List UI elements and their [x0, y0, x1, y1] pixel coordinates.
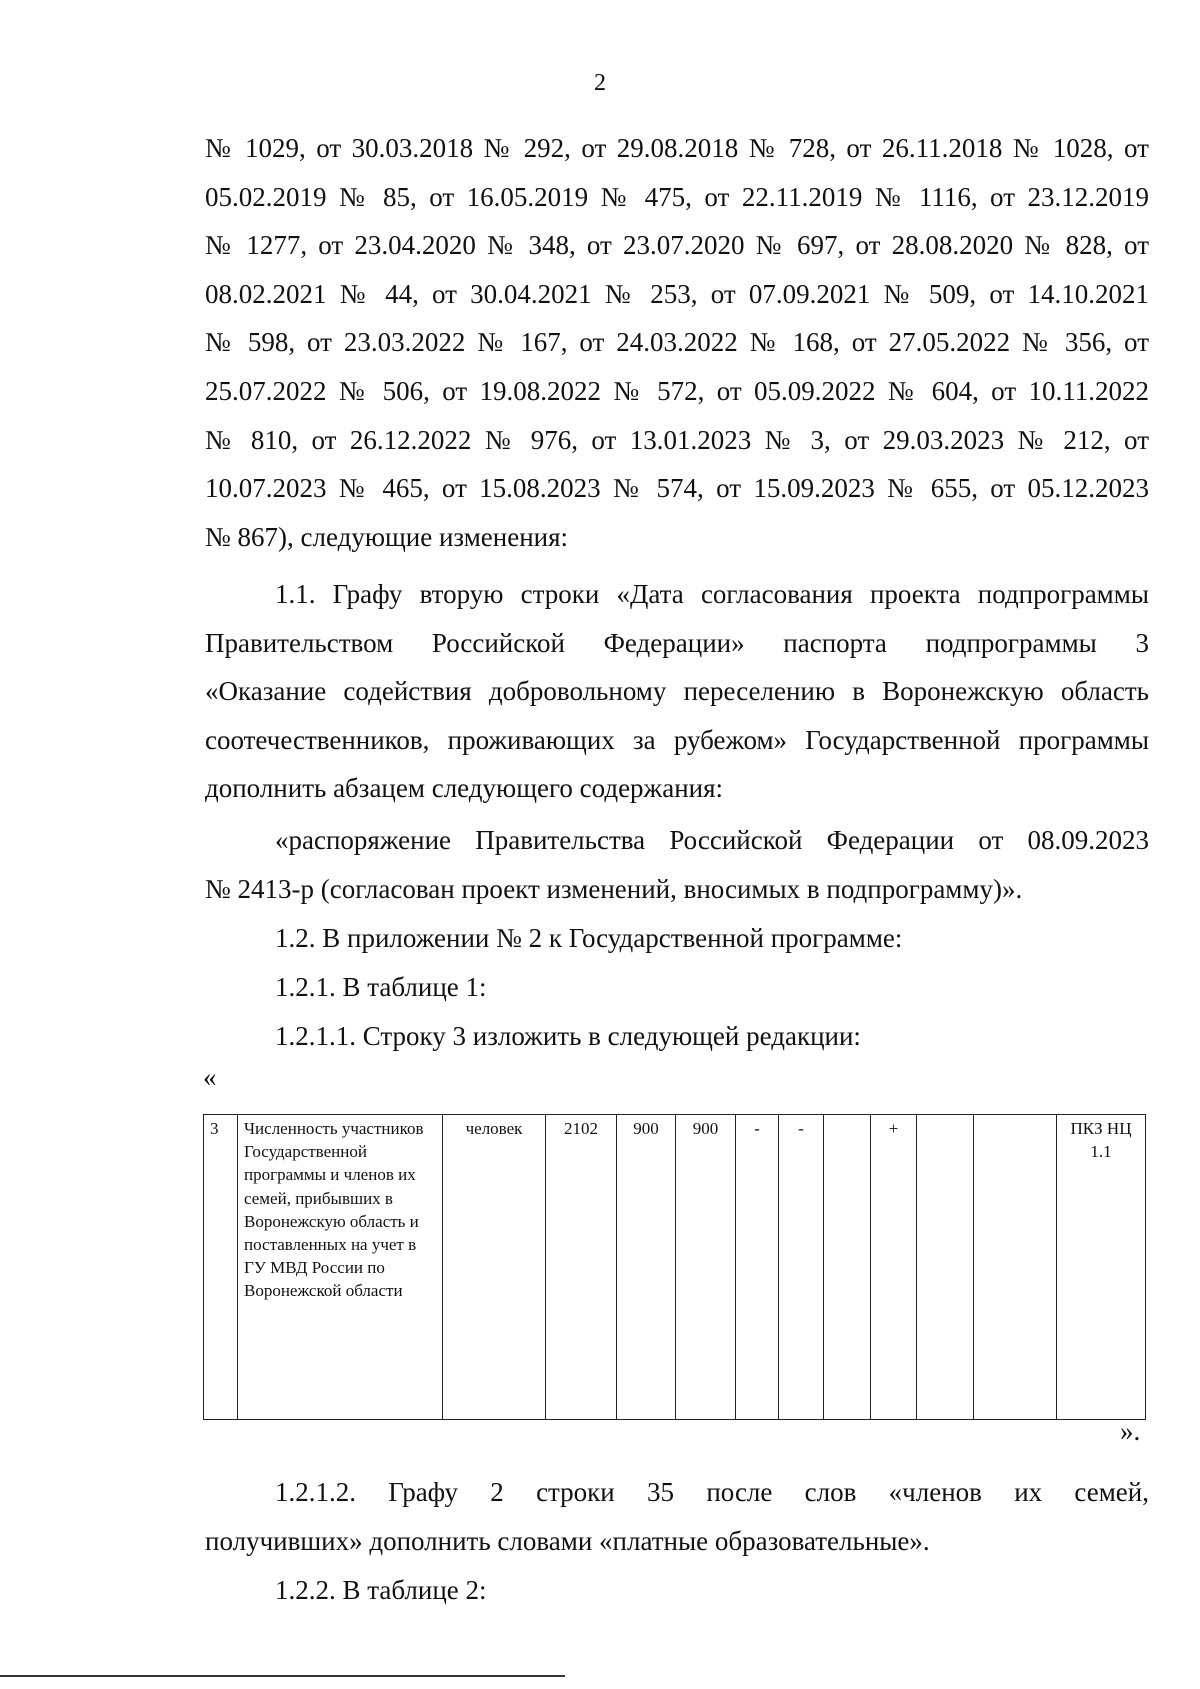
close-quote: ». [1120, 1416, 1141, 1446]
text-line: 1.1. Графу вторую строки «Дата согласования проекта подпрограммы [275, 579, 1149, 609]
text-line: 25.07.2022 № 506, от 19.08.2022 № 572, от 05.09.2022 № 604, от 10.11.2022 [205, 375, 1149, 406]
text-line: № 1277, от 23.04.2020 № 348, от 23.07.2020 № 697, от 28.08.2020 № 828, от [205, 230, 1149, 261]
cell-value: 900 [676, 1115, 736, 1420]
item-1-2-1-2 [205, 1468, 1149, 1565]
text-line: получивших» дополнить словами «платные образовательные». [205, 1525, 930, 1556]
text-line: «распоряжение Правительства Российской Федерации от 08.09.2023 [275, 825, 1149, 855]
item-1-2-2 [205, 1566, 1149, 1615]
text-line: № 2413-р (согласован проект изменений, вносимых в подпрограмму)». [205, 873, 1023, 904]
text-line: 1.2.1. В таблице 1: [275, 972, 487, 1002]
footer-rule [0, 1675, 565, 1677]
cell-value: 2102 [546, 1115, 617, 1420]
text-line: № 867), следующие изменения: [205, 521, 569, 552]
quoted-addition [205, 816, 1149, 913]
cell-value: - [736, 1115, 779, 1420]
cell-value [824, 1115, 871, 1420]
item-1-2 [205, 914, 1149, 963]
text-line: Правительством Российской Федерации» паспорта подпрограммы 3 [205, 627, 1149, 658]
cell-source: ПКЗ НЦ 1.1 [1057, 1115, 1146, 1420]
cell-value: + [871, 1115, 917, 1420]
item-1-2-1 [205, 963, 1149, 1012]
item-1-2-1-1 [205, 1012, 1149, 1061]
open-quote: « [203, 1062, 217, 1092]
text-line: № 1029, от 30.03.2018 № 292, от 29.08.2018 № 728, от 26.11.2018 № 1028, от [205, 133, 1149, 163]
text-line: 1.2.1.2. Графу 2 строки 35 после слов «членов их семей, [275, 1477, 1149, 1507]
cell-value [917, 1115, 974, 1420]
text-line: дополнить абзацем следующего содержания: [205, 773, 724, 804]
item-1-1 [205, 570, 1149, 813]
text-line: 05.02.2019 № 85, от 16.05.2019 № 475, от 22.11.2019 № 1116, от 23.12.2019 [205, 181, 1149, 212]
indicator-table [203, 1114, 1146, 1420]
page-number: 2 [594, 70, 606, 96]
text-line: 1.2.1.1. Строку 3 изложить в следующей редакции: [275, 1021, 861, 1051]
text-line: 10.07.2023 № 465, от 15.08.2023 № 574, от 15.09.2023 № 655, от 05.12.2023 [205, 473, 1149, 504]
cell-value: 900 [617, 1115, 676, 1420]
cell-indicator-name: Численность участников Государственной программы и членов их семей, прибывших в Воронежскую область и поставленных на учет в ГУ МВД России по Воронежской области [238, 1115, 443, 1420]
text-line: № 598, от 23.03.2022 № 167, от 24.03.2022 № 168, от 27.05.2022 № 356, от [205, 327, 1149, 358]
text-line: 08.02.2021 № 44, от 30.04.2021 № 253, от 07.09.2021 № 509, от 14.10.2021 [205, 278, 1149, 309]
cell-value [974, 1115, 1057, 1420]
text-line: соотечественников, проживающих за рубежом» Государственной программы [205, 724, 1149, 755]
text-line: «Оказание содействия добровольному переселению в Воронежскую область [205, 676, 1149, 707]
cell-unit: человек [443, 1115, 546, 1420]
cell-row-number: 3 [204, 1115, 238, 1420]
cell-value: - [779, 1115, 824, 1420]
paragraph-amendments-list [205, 124, 1149, 561]
text-line: 1.2.2. В таблице 2: [275, 1575, 487, 1605]
table-row [204, 1115, 1146, 1420]
text-line: 1.2. В приложении № 2 к Государственной программе: [275, 923, 903, 953]
text-line: № 810, от 26.12.2022 № 976, от 13.01.2023 № 3, от 29.03.2023 № 212, от [205, 424, 1149, 455]
